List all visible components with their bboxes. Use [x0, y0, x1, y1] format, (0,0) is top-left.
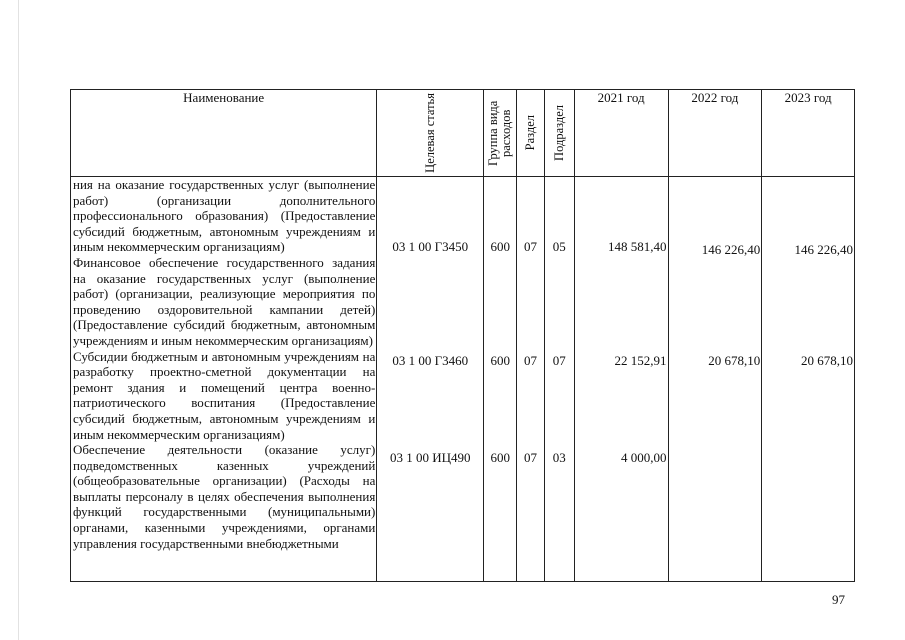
row-section: 07: [524, 450, 537, 465]
row-amount-2021: 148 581,40: [608, 239, 667, 254]
row-section: 07: [524, 239, 537, 254]
row-amount-2021: 22 152,91: [614, 353, 667, 368]
y2022-column: [668, 177, 762, 582]
row-subsection: 05: [552, 239, 566, 254]
row-name: Обеспечение деятельности (оказание услуг) подведомственных казенных учреждений (общеобразовательные организации) (Расходы на выплаты персоналу в целях обеспечения выполнения функций государственными (муниципальными) органами, казенными учреждениями, органами управления государственными внебюджетными: [73, 442, 376, 551]
scan-edge-line: [18, 0, 19, 640]
budget-table: [70, 89, 855, 582]
target-article-column: [377, 177, 484, 582]
name-column: [71, 177, 377, 582]
row-name: ния на оказание государственных услуг (выполнение работ) (организации дополнительного профессионального образования) (Предоставление субсидий бюджетным, автономным учреждениям и иным некоммерческим организациям): [73, 177, 376, 255]
row-target-article: 03 1 00 Г3450: [392, 239, 469, 254]
expense-group-column: [484, 177, 517, 582]
row-amount-2023: 20 678,10: [801, 353, 853, 368]
row-amount-2022: 20 678,10: [708, 353, 761, 368]
header-subsection-label: Подраздел: [551, 105, 566, 161]
row-section: 07: [524, 353, 537, 368]
row-expense-group: 600: [490, 450, 511, 465]
header-row: [71, 90, 855, 177]
row-expense-group: 600: [490, 353, 511, 368]
subsection-column: [544, 177, 574, 582]
row-amount-2021: 4 000,00: [621, 450, 667, 465]
page-number: 97: [832, 592, 845, 607]
header-expense-group: [484, 90, 517, 177]
row-amount-2023: 146 226,40: [794, 242, 853, 257]
header-name: Наименование: [71, 90, 377, 177]
header-2023: 2023 год: [762, 90, 855, 177]
row-subsection: 07: [552, 353, 566, 368]
row-name: Субсидии бюджетным и автономным учреждениям на разработку проектно-сметной документации на ремонт здания и помещений центра военно-патриотического воспитания (Предоставление субсидий бюджетным, автономным учреждениям и иным некоммерческим организациям): [73, 348, 376, 442]
table-body-row: [71, 177, 855, 582]
row-name: Финансовое обеспечение государственного задания на оказание государственных услуг (выполнение работ) (организации, реализующие мероприятия по проведению оздоровительной кампании детей) (Предоставление субсидий бюджетным, автономным учреждениям и иным некоммерческим организациям): [73, 254, 376, 348]
header-section-label: Раздел: [523, 115, 537, 151]
y2023-column: [762, 177, 855, 582]
header-subsection: [544, 90, 574, 177]
header-target-article-label: Целевая статья: [422, 93, 437, 173]
header-2022: 2022 год: [668, 90, 762, 177]
row-target-article: 03 1 00 Г3460: [392, 353, 469, 368]
row-expense-group: 600: [490, 239, 511, 254]
section-column: [517, 177, 544, 582]
row-target-article: 03 1 00 ИЦ490: [389, 450, 471, 465]
y2021-column: [574, 177, 668, 582]
header-target-article: [377, 90, 484, 177]
header-expense-group-label: Группа вида расходов: [486, 100, 514, 166]
header-2021: 2021 год: [574, 90, 668, 177]
header-section: [517, 90, 544, 177]
row-subsection: 03: [552, 450, 566, 465]
row-amount-2022: 146 226,40: [701, 242, 761, 257]
